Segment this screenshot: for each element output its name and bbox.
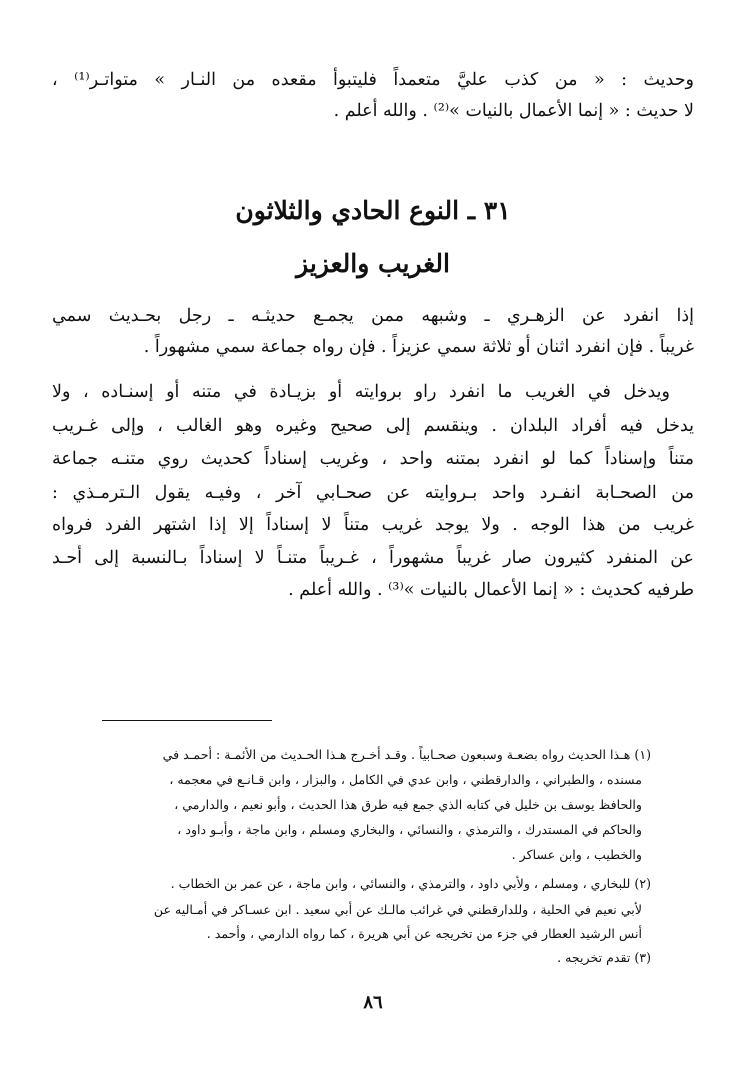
top-line-2: لا حديث : « إنما الأعمال بالنيات »⁽²⁾ . والله أعلم .: [333, 101, 694, 121]
footnote-1-line-4: والحاكم في المستدرك ، والترمذي ، والنسائي ، والبخاري ومسلم ، وابن ماجة ، وأبـو داود ،: [177, 822, 642, 837]
para1-line-2: غريباً . فإن انفرد اثنان أو ثلاثة سمي عزيزاً . فإن رواه جماعة سمي مشهوراً .: [143, 337, 694, 357]
para2-line-4: من الصحـابة انفـرد واحد بـروايته عن صحـابي آخر ، وفيـه يقول الـترمـذي :: [52, 483, 694, 503]
page-number: ٨٦: [363, 992, 383, 1013]
footnote-2-line-3: أنس الرشيد العطار في جزء من تخريجه عن أبي هريرة ، كما رواه الدارمي ، وأحمد .: [206, 926, 642, 941]
top-line-1: وحديث : « من كذب عليَّ متعمداً فليتبوأ مقعده من النـار » متواتـر⁽¹⁾ ،: [52, 70, 694, 90]
footnote-1-line-1: (١) هـذا الحديث رواه بضعـة وسبعون صحـابياً . وقـد أخـرج هـذا الحـديث من الأئمـة : أحمـد في: [162, 747, 651, 762]
footnote-1-line-5: والخطيب ، وابن عساكر .: [511, 847, 642, 862]
para2-line-6: عن المنفرد كثيرون صار غريباً مشهوراً ، غـريباً متنـاً لا إسناداً بـالنسبة إلى أحـد: [52, 548, 694, 568]
para2-line-7: طرفيه كحديث : « إنما الأعمال بالنيات »⁽³⁾ . والله أعلم .: [288, 580, 694, 600]
footnote-1-line-2: مسنده ، والطبراني ، والدارقطني ، وابن عدي في الكامل ، والبزار ، وابن قـانـع في معجمه ،: [169, 772, 642, 787]
footnote-3-line-1: (٣) تقدم تخريجه .: [557, 950, 651, 965]
footnote-separator: [102, 720, 272, 721]
para2-line-2: يدخل فيه أفراد البلدان . وينقسم إلى صحيح وغيره وهو الغالب ، وإلى غـريب: [52, 416, 694, 436]
chapter-subtitle: الغريب والعزيز: [296, 249, 450, 278]
chapter-title: ٣١ ـ النوع الحادي والثلاثون: [235, 196, 511, 225]
footnote-2-line-2: لأبي نعيم في الحلية ، وللدارقطني في غرائب مالـك عن أبي سعيد . ابن عسـاكر في أمـاليه عن: [153, 902, 642, 917]
para2-line-5: غريب من هذا الوجه . ولا يوجد غريب متناً لا إسناداً إلا إذا اشتهر الفرد فرواه: [52, 515, 694, 535]
para1-line-1: إذا انفرد عن الزهـري ـ وشبهه ممن يجمـع حديثـه ـ رجل بحـديث سمي: [52, 306, 694, 326]
para2-line-3: متناً وإسناداً كما لو انفرد بمتنه واحد ، وغريب إسناداً كحديث روي متنـه جماعة: [52, 449, 694, 469]
para2-line-1: ويدخل في الغريب ما انفرد راو بروايته أو بزيـادة في متنه أو إسنـاده ، ولا: [52, 382, 670, 402]
footnote-1-line-3: والحافظ يوسف بن خليل في كتابه الذي جمع فيه طرق هذا الحديث ، وأبو نعيم ، والدارمي ،: [174, 797, 642, 812]
footnote-2-line-1: (٢) للبخاري ، ومسلم ، ولأبي داود ، والترمذي ، والنسائي ، وابن ماجة ، عن عمر بن الخطاب .: [170, 876, 651, 891]
